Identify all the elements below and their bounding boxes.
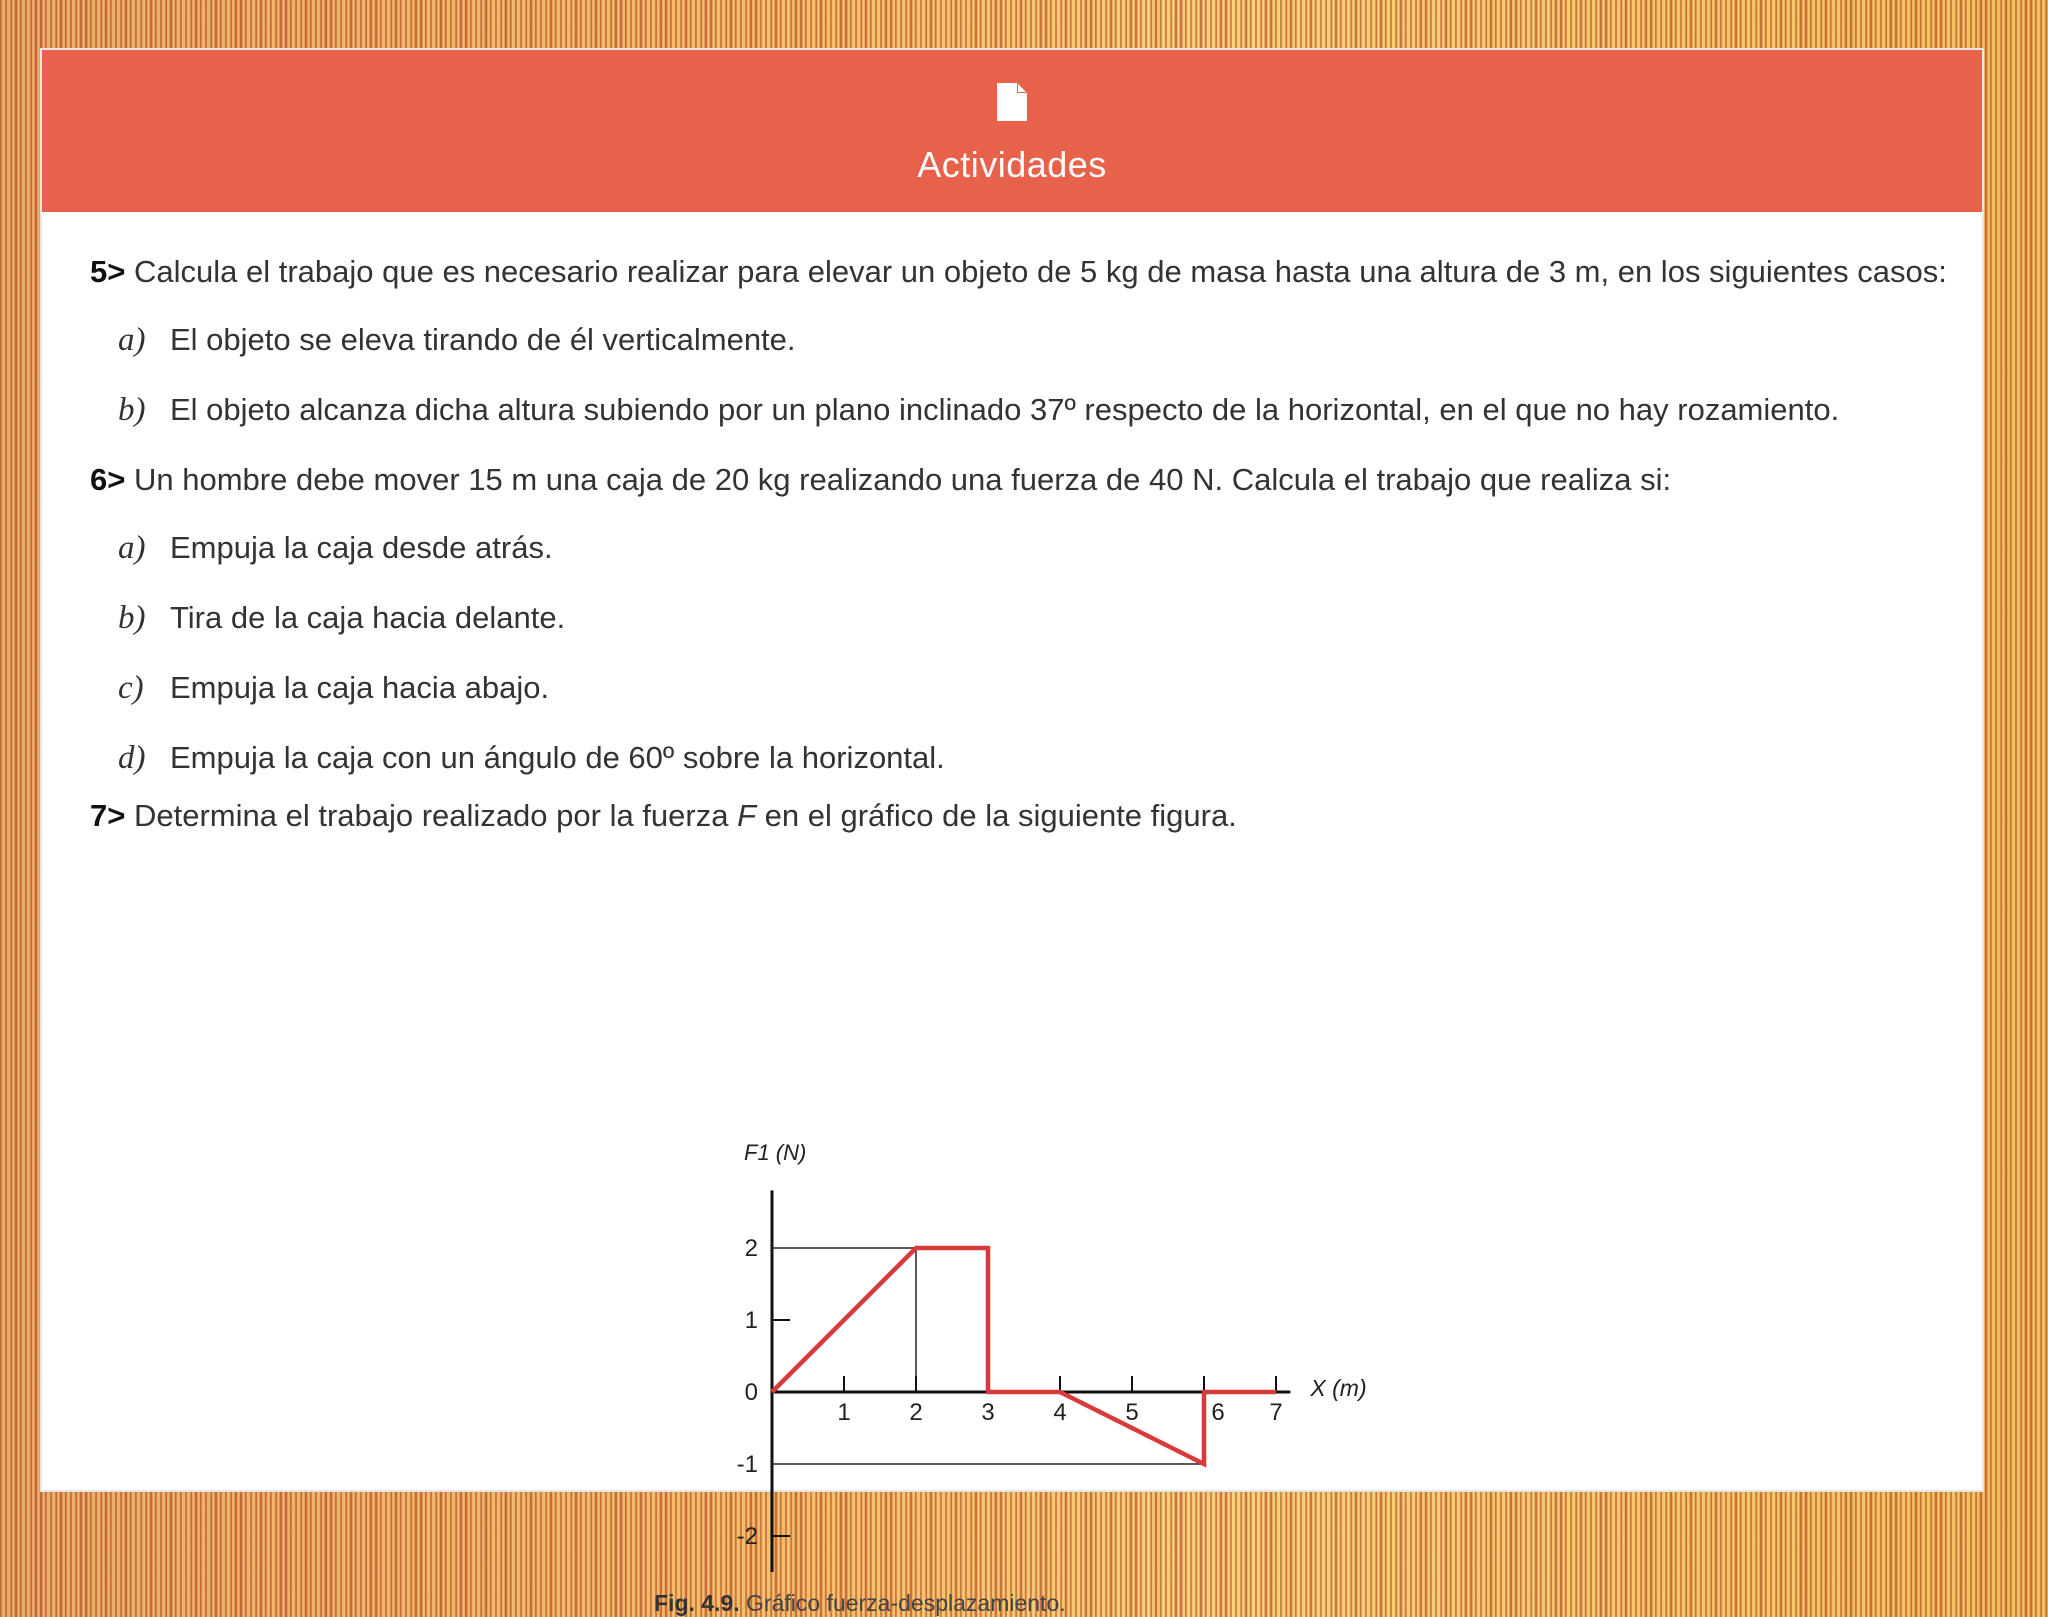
y-tick-label: -1	[737, 1451, 758, 1478]
item-letter: c)	[118, 670, 170, 707]
x-tick-label: 4	[1053, 1399, 1066, 1426]
question-number: 6>	[90, 462, 125, 497]
x-tick-label: 6	[1211, 1399, 1224, 1426]
question-5	[90, 254, 1947, 290]
question-number: 5>	[90, 254, 125, 289]
force-series-line	[772, 1248, 1276, 1464]
item-text: El objeto se eleva tirando de él verticalmente.	[170, 322, 796, 357]
force-variable: F	[737, 798, 756, 833]
question-6	[90, 462, 1671, 498]
question-text-before: Determina el trabajo realizado por la fuerza	[134, 798, 737, 833]
force-displacement-chart	[682, 1102, 1382, 1572]
item-letter: b)	[118, 600, 170, 637]
question-text-after: en el gráfico de la siguiente figura.	[756, 798, 1237, 833]
y-tick-label: 0	[745, 1379, 758, 1406]
item-letter: d)	[118, 740, 170, 777]
document-icon	[994, 82, 1030, 122]
y-tick-label: 1	[745, 1307, 758, 1334]
question-5-item-a	[118, 322, 796, 359]
question-7	[90, 798, 1237, 834]
caption-text: Gráfico fuerza-desplazamiento.	[740, 1590, 1066, 1616]
x-axis-label: X (m)	[1309, 1375, 1366, 1401]
question-6-item-c	[118, 670, 549, 707]
question-6-item-a	[118, 530, 553, 567]
item-letter: b)	[118, 392, 170, 429]
item-text: Empuja la caja desde atrás.	[170, 530, 553, 565]
item-text: Tira de la caja hacia delante.	[170, 600, 565, 635]
caption-label: Fig. 4.9.	[654, 1590, 740, 1616]
y-axis-label: F1 (N)	[744, 1140, 806, 1165]
x-tick-label: 3	[981, 1399, 994, 1426]
question-6-item-b	[118, 600, 565, 637]
item-text: Empuja la caja hacia abajo.	[170, 670, 549, 705]
item-letter: a)	[118, 530, 170, 567]
question-number: 7>	[90, 798, 125, 833]
x-tick-label: 5	[1125, 1399, 1138, 1426]
figure-caption	[654, 1590, 1066, 1617]
question-text: Un hombre debe mover 15 m una caja de 20 kg realizando una fuerza de 40 N. Calcula el trabajo que realiza si:	[134, 462, 1671, 497]
item-text: Empuja la caja con un ángulo de 60º sobre la horizontal.	[170, 740, 945, 775]
x-tick-label: 1	[837, 1399, 850, 1426]
x-tick-label: 7	[1269, 1399, 1282, 1426]
item-text: El objeto alcanza dicha altura subiendo por un plano inclinado 37º respecto de la horizontal, en el que no hay rozamiento.	[170, 392, 1839, 427]
x-tick-label: 2	[909, 1399, 922, 1426]
y-tick-label: 2	[745, 1235, 758, 1262]
question-6-item-d	[118, 740, 945, 777]
header-title: Actividades	[917, 144, 1107, 186]
question-5-item-b	[118, 392, 1839, 429]
question-text: Calcula el trabajo que es necesario realizar para elevar un objeto de 5 kg de masa hasta una altura de 3 m, en los siguientes casos:	[134, 254, 1947, 289]
activities-card	[40, 48, 1984, 1492]
y-tick-label: -2	[737, 1523, 758, 1550]
item-letter: a)	[118, 322, 170, 359]
activities-header	[42, 50, 1982, 212]
